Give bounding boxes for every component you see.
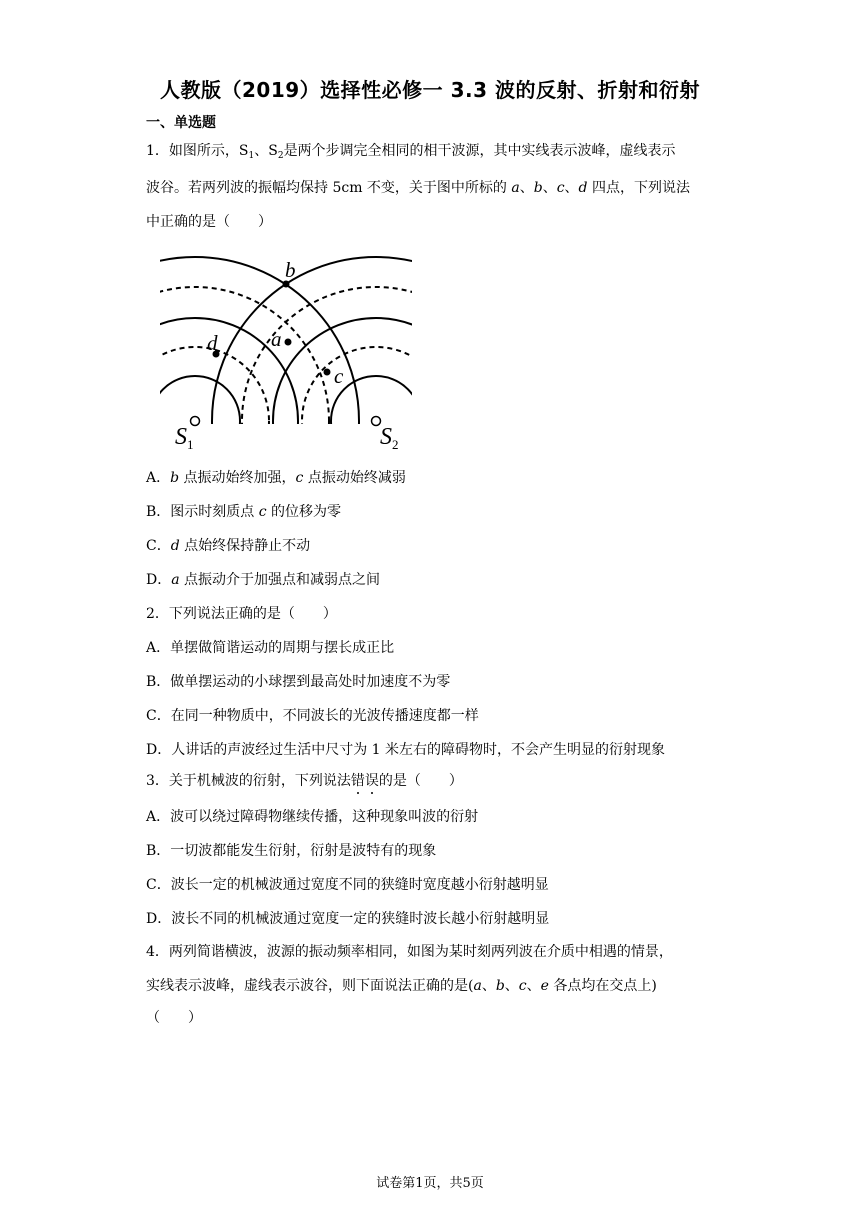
q1-stem-line3: 中正确的是（ ） bbox=[146, 214, 272, 230]
section-heading: 一、单选题 bbox=[146, 115, 216, 131]
wave-interference-figure bbox=[150, 244, 420, 454]
emphasis-char: 误 bbox=[364, 773, 379, 789]
q3-option-a[interactable]: A．波可以绕过障碍物继续传播，这种现象叫波的衍射 bbox=[146, 809, 479, 825]
q1-option-d[interactable]: D．a 点振动介于加强点和减弱点之间 bbox=[146, 572, 381, 588]
q4-stem-line1: 4．两列简谐横波，波源的振动频率相同，如图为某时刻两列波在介质中相遇的情景， bbox=[146, 944, 673, 960]
label-b: b bbox=[285, 258, 296, 282]
s2-trough-arcs bbox=[242, 287, 420, 454]
page-title: 人教版（2019）选择性必修一 3.3 波的反射、折射和衍射 bbox=[159, 78, 701, 102]
q3-option-c[interactable]: C．波长一定的机械波通过宽度不同的狭缝时宽度越小衍射越明显 bbox=[146, 877, 549, 893]
label-a: a bbox=[271, 327, 282, 351]
q1-stem-line2: 波谷。若两列波的振幅均保持 5cm 不变，关于图中所标的 a、b、c、d 四点，下列说法 bbox=[146, 180, 690, 196]
q3-option-d[interactable]: D．波长不同的机械波通过宽度一定的狭缝时波长越小衍射越明显 bbox=[146, 911, 550, 927]
q2-option-c[interactable]: C．在同一种物质中，不同波长的光波传播速度都一样 bbox=[146, 708, 479, 724]
q3-stem: 3．关于机械波的衍射，下列说法错误的是（ ） bbox=[146, 773, 463, 789]
q1-option-a[interactable]: A．b 点振动始终加强，c 点振动始终减弱 bbox=[146, 470, 406, 486]
label-s1: $S_1$ bbox=[175, 424, 194, 452]
q4-stem-line2: 实线表示波峰，虚线表示波谷，则下面说法正确的是(a、b、c、e 各点均在交点上) bbox=[146, 978, 657, 994]
q2-stem: 2．下列说法正确的是（ ） bbox=[146, 606, 337, 622]
source-s1 bbox=[191, 417, 200, 426]
q1-option-c[interactable]: C．d 点始终保持静止不动 bbox=[146, 538, 311, 554]
page-footer: 试卷第1页，共5页 bbox=[376, 1176, 484, 1191]
q1-stem-line1: 1．如图所示，$S_1$、$S_2$是两个步调完全相同的相干波源，其中实线表示波峰，虚线表示 bbox=[146, 143, 676, 161]
emphasis-char: 错 bbox=[350, 773, 365, 789]
label-s2: $S_2$ bbox=[380, 424, 399, 452]
q3-option-b[interactable]: B．一切波都能发生衍射，衍射是波特有的现象 bbox=[146, 843, 437, 859]
q4-stem-line3: （ ） bbox=[146, 1010, 202, 1026]
q2-option-d[interactable]: D．人讲话的声波经过生活中尺寸为 1 米左右的障碍物时，不会产生明显的衍射现象 bbox=[146, 742, 666, 758]
label-d: d bbox=[207, 331, 218, 355]
q2-option-a[interactable]: A．单摆做简谐运动的周期与摆长成正比 bbox=[146, 640, 395, 656]
q1-option-b[interactable]: B．图示时刻质点 c 的位移为零 bbox=[146, 504, 342, 520]
point-c bbox=[324, 369, 331, 376]
label-c: c bbox=[334, 364, 344, 388]
q2-option-b[interactable]: B．做单摆运动的小球摆到最高处时加速度不为零 bbox=[146, 674, 451, 690]
point-a bbox=[285, 339, 292, 346]
